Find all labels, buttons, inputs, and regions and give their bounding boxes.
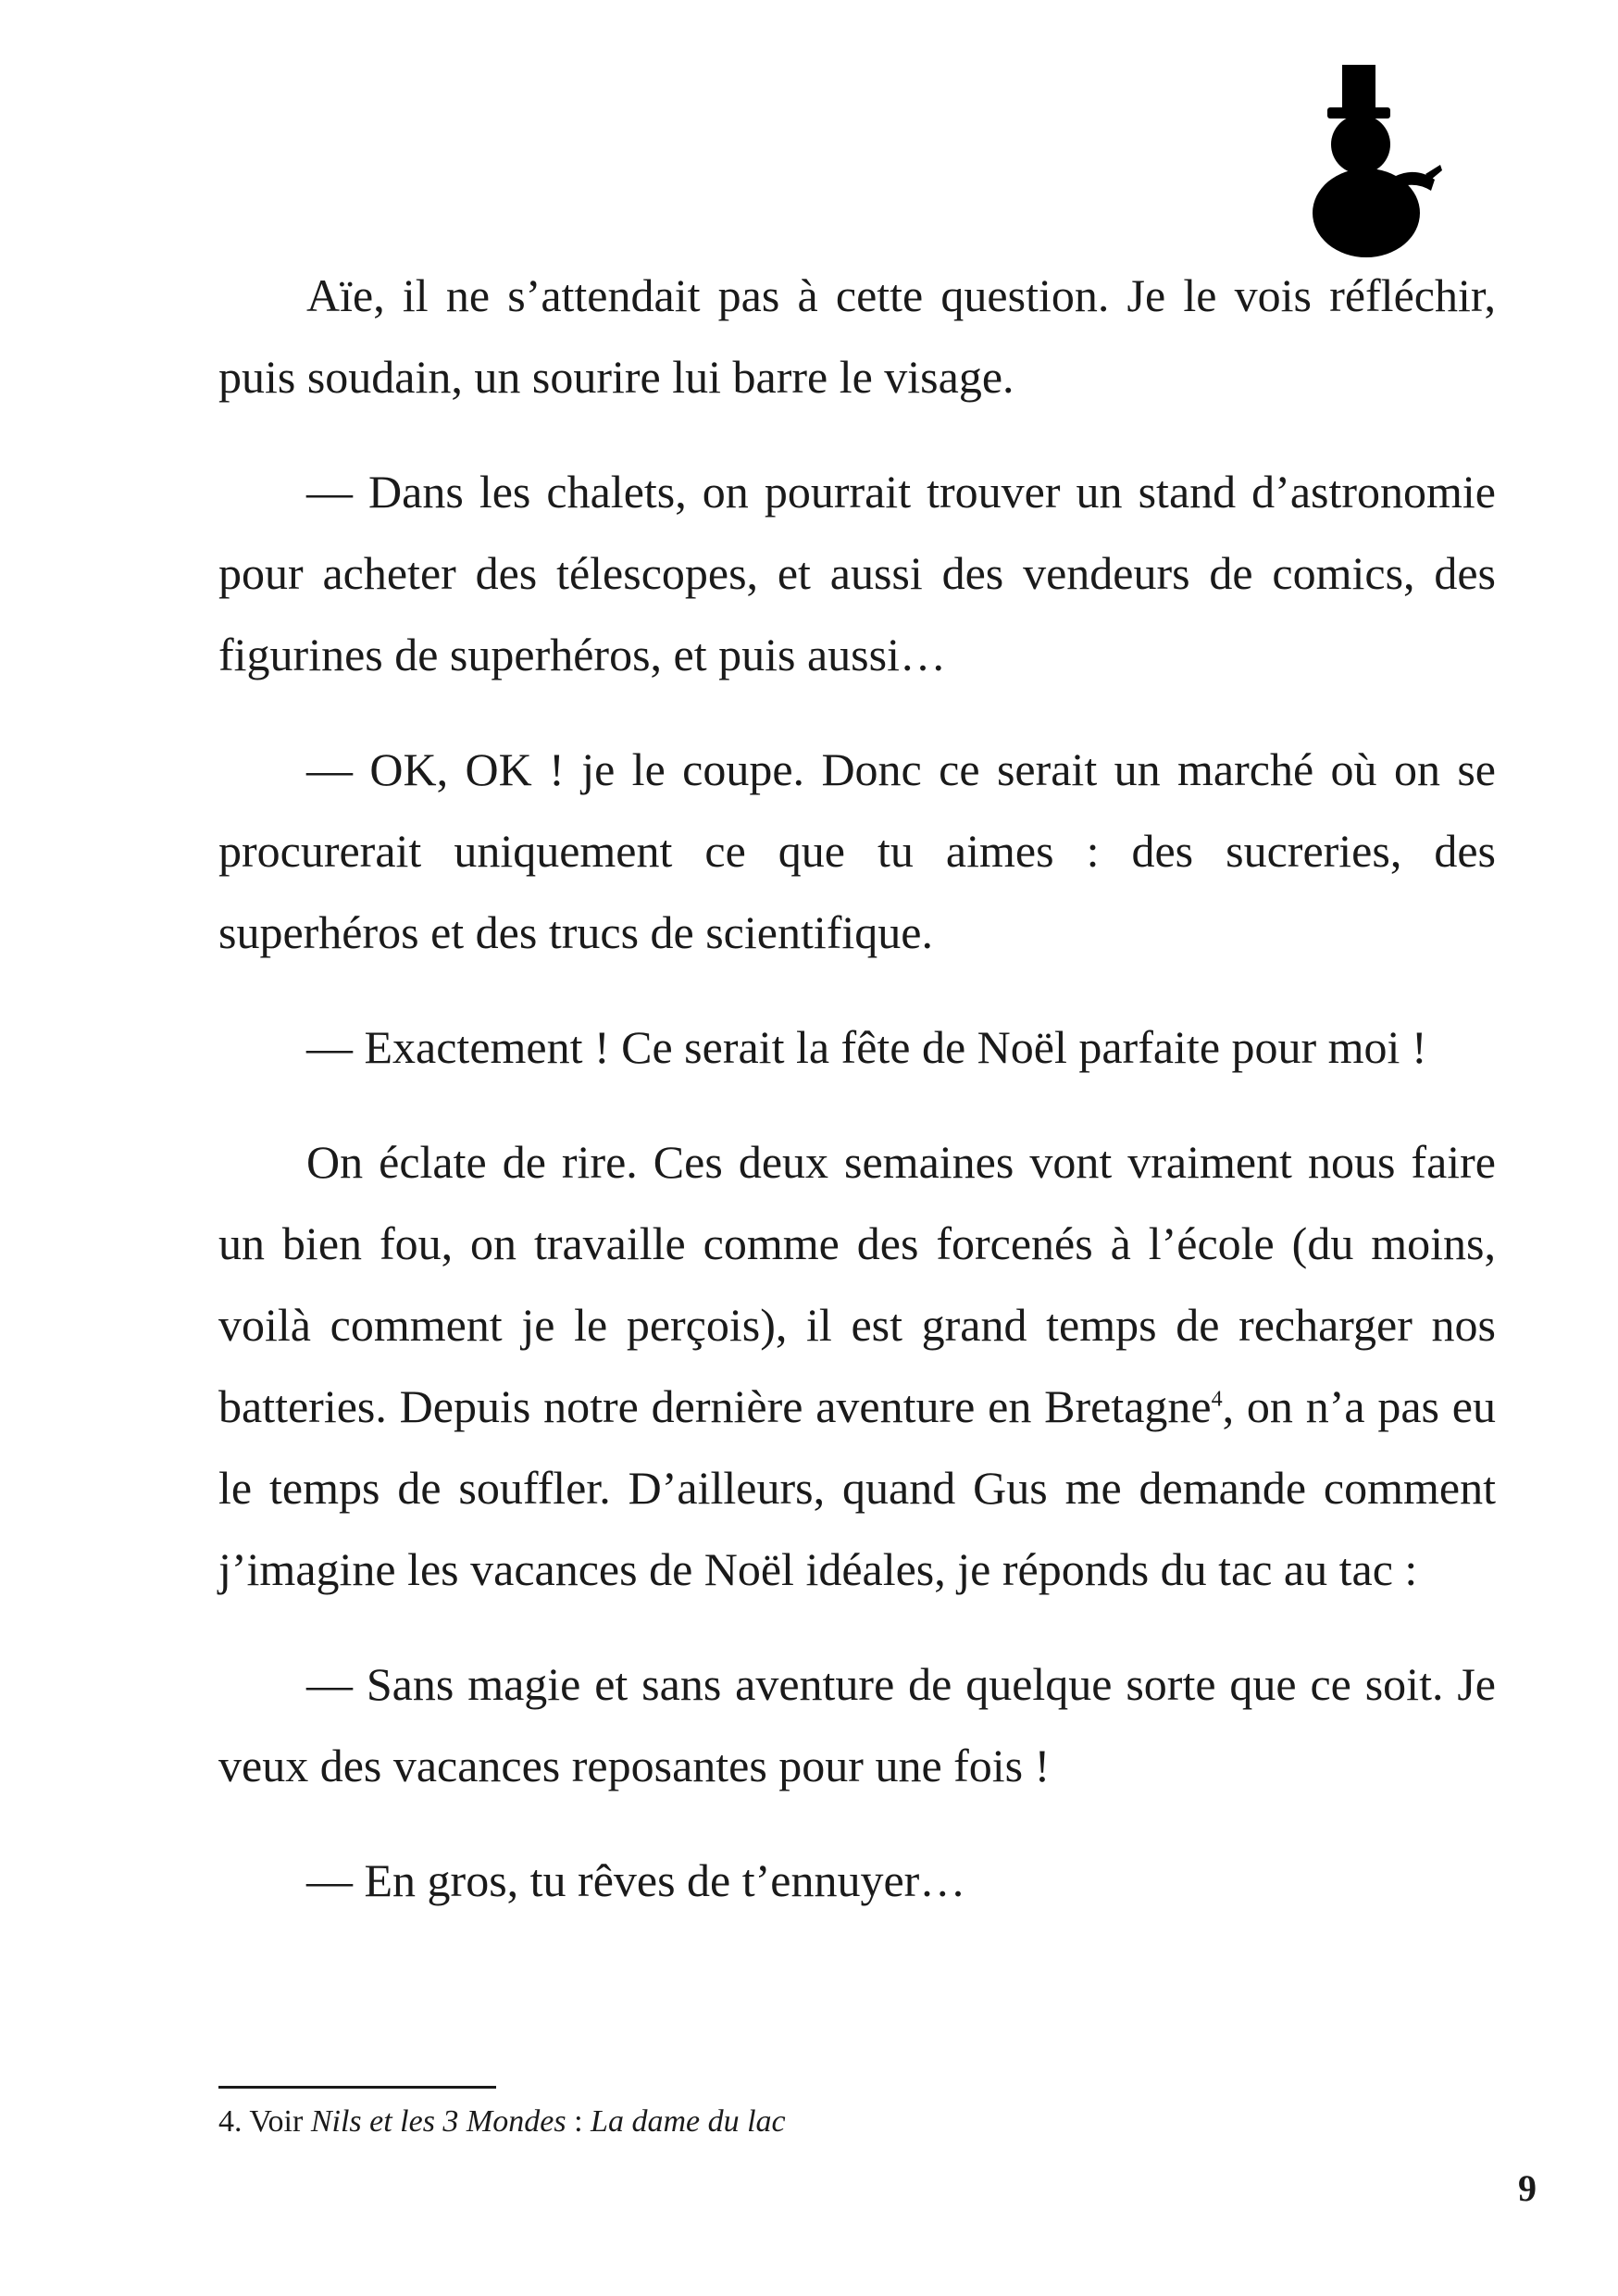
- paragraph-4: — Exactement ! Ce serait la fête de Noël parfaite pour moi !: [306, 1021, 1427, 1073]
- paragraph-5: [218, 1121, 1496, 1610]
- footnote-separator: :: [566, 2104, 591, 2139]
- footnote-reference: 4: [1211, 1387, 1223, 1412]
- paragraph-5-text-a: On éclate de rire. Ces deux semaines vont vraiment nous faire un bien fou, on travaille comme des forcenés à l’école (du moins, voilà comment je le perçois), il est grand temps de recharger nos batteries. Depuis notre dernière aventure en Bretagne: [218, 1136, 1496, 1432]
- snowman-silhouette-icon: [1296, 56, 1444, 259]
- paragraph-2: — Dans les chalets, on pourrait trouver un stand d’astronomie pour acheter des télescopes, et aussi des vendeurs de comics, des figurines de superhéros, et puis aussi…: [218, 466, 1496, 680]
- footnote-book-title: La dame du lac: [591, 2104, 786, 2139]
- footnote-prefix: 4. Voir: [218, 2104, 311, 2139]
- paragraph-1: Aïe, il ne s’attendait pas à cette question. Je le vois réfléchir, puis soudain, un sourire lui barre le visage.: [218, 269, 1496, 403]
- paragraph-7: — En gros, tu rêves de t’ennuyer…: [306, 1854, 966, 1906]
- page-number: 9: [1518, 2167, 1537, 2209]
- paragraph-3: — OK, OK ! je le coupe. Donc ce serait un marché où on se procurerait uniquement ce que tu aimes : des sucreries, des superhéros et des trucs de scientifique.: [218, 743, 1496, 958]
- page-body: [218, 255, 1496, 1954]
- paragraph-6: — Sans magie et sans aventure de quelque sorte que ce soit. Je veux des vacances reposantes pour une fois !: [218, 1658, 1496, 1791]
- footnote-divider: [218, 2086, 496, 2089]
- footnote-series-title: Nils et les 3 Mondes: [310, 2104, 566, 2139]
- paragraph-5-text-b: , on n’a pas eu le temps de souffler. D’ailleurs, quand Gus me demande comment j’imagine les vacances de Noël idéales, je réponds du tac au tac :: [218, 1380, 1497, 1595]
- footnote: [218, 2100, 786, 2144]
